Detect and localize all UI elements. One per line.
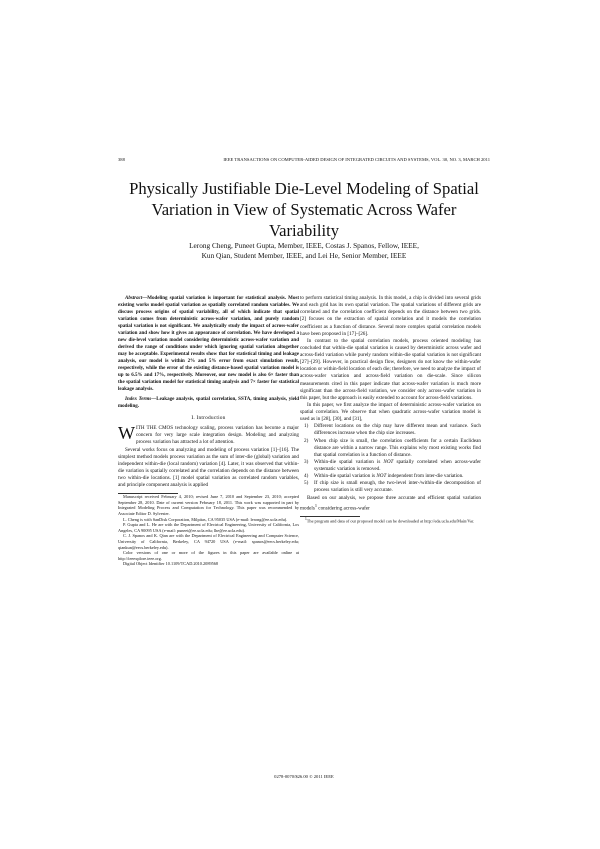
right-column [300, 295, 481, 524]
list-item: 2) When chip size is small, the correlation coefficients for a certain Euclidean distance are within a narrow range. This explains why most existing works find that spatial correlation is a function of distance. [304, 437, 481, 458]
footnote-color-versions: Color versions of one or more of the figures in this paper are available online at http://ieeexplore.ieee.org. [118, 550, 299, 561]
list-item: 1) Different locations on the chip may have different mean and variance. Such differences increase when the chip size increases. [304, 423, 481, 437]
author-list [118, 241, 490, 261]
footnote-program-url: The program and data of our proposed model can be downloaded at http://eda.ucla.edu/Main/Var. [306, 518, 475, 524]
page-number: 388 [118, 157, 125, 162]
abstract-text: —Modeling spatial variation is important for statistical analysis. Most existing works model spatial variation as spatially correlated random variables. We discuss process origins of spatial variability, all of which indicate that spatial variation comes from deterministic across-wafer variation, and purely random spatial variation is not significant. We analytically study the impact of across-wafer variation and show how it gives an appearance of correlation. We have developed a new die-level variation model considering deterministic across-wafer variation and derived the range of conditions under which ignoring spatial variation altogether may be acceptable. Experimental results show that for statistical timing and leakage analysis, our model is within 2% and 5% error from exact simulation result, respectively, while the error of the existing distance-based spatial variation model is up to 6.5% and 17%, respectively. Moreover, our new model is also 6× faster than the spatial variation model for statistical timing analysis and 7× faster for statistical leakage analysis. [118, 296, 299, 392]
footnote-affiliation-spanos-qian: C. J. Spanos and K. Qian are with the Department of Electrical Engineering and Computer Science, University of California, Berkeley, CA 94720 USA (e-mail: spanos@eecs.berkeley.edu; qiankun@eecs.berkeley.edu). [118, 533, 299, 550]
index-terms [118, 396, 299, 410]
section-heading-introduction: I. Introduction [191, 415, 226, 421]
right-paragraph-2: In contrast to the spatial correlation models, process oriented modeling has concluded that within-die spatial variation is caused by deterministic across wafer and across-field variation while purely random within-die spatial variation is not significant [27]–[29]. However, in practical design flow, designers do not know the within-wafer location or within-field location of each die; therefore, we need to analyze the impact of across-wafer variation and across-field variation on die-scale. Since silicon measurements cited in this paper indicate that across-wafer variation is much more significant than the across-field variation, we consider only across-wafer variation in this paper, but the approach is easily extended to account for across-field variations. [300, 337, 481, 401]
list-item: 3) Within-die spatial variation is NOT spatially correlated when across-wafer systematic variation is removed. [304, 458, 481, 472]
right-footnote [300, 517, 481, 524]
author-line-2: Kun Qian, Student Member, IEEE, and Lei He, Senior Member, IEEE [201, 250, 407, 260]
paper-title: Physically Justifiable Die-Level Modeling of Spatial Variation in View of Systematic Across Wafer Variability [129, 179, 479, 240]
drop-cap: W [118, 423, 135, 444]
intro-paragraph-1 [118, 425, 299, 446]
right-paragraph-4: Based on our analysis, we propose three accurate and efficient spatial variation models$^1$ considering across-wafer [300, 494, 481, 512]
index-terms-text: —Leakage analysis, spatial correlation, SSTA, timing analysis, yield modeling. [118, 397, 299, 409]
right-paragraph-1: to perform statistical timing analysis. In this model, a chip is divided into several grids and each grid has its own spatial variation. The spatial variations of different grids are correlated and the correlation coefficient depends on the distance between two grids. [2] focuses on the extraction of spatial correlation and it models the correlation coefficient as a function of distance. Several more complex spatial correlation models have been proposed in [17]–[26]. [300, 295, 481, 337]
findings-list [300, 423, 481, 494]
footnote-marker: 1 [314, 502, 317, 508]
intro-paragraph-1-text: ITH THE CMOS technology scaling, process variation has become a major concern for very large scale integration design. Modeling and analyzing process variation has attracted a lot of attention. [136, 425, 299, 446]
footnote-number: 1 [305, 517, 307, 522]
author-line-1: Lerong Cheng, Puneet Gupta, Member, IEEE, Costas J. Spanos, Fellow, IEEE, [189, 241, 419, 250]
left-column [118, 295, 299, 567]
copyright-line: 0278-0070/$26.00 © 2011 IEEE [274, 774, 334, 779]
left-footnotes [118, 494, 299, 567]
right-paragraph-3: In this paper, we first analyze the impact of deterministic across-wafer variation on spatial correlation. We observe that when quadratic across-wafer variation model is used as in [28], [30], and [31], [300, 401, 481, 423]
footnote-affiliation-gupta-he: P. Gupta and L. He are with the Department of Electrical Engineering, University of California, Los Angeles, CA 90095 USA (e-mail: puneet@ee.ucla.edu; lhe@ee.ucla.edu). [118, 522, 299, 533]
list-item: 5) If chip size is small enough, the two-level inter-/within-die decomposition of process variation is still very accurate. [304, 480, 481, 494]
footnote-doi: Digital Object Identifier 10.1109/TCAD.2010.2089568 [123, 561, 219, 567]
index-terms-label: Index Terms [125, 397, 152, 402]
footnote-manuscript: Manuscript received February 4, 2010; revised June 7, 2010 and September 23, 2010; accepted September 28, 2010. Date of current version February 18, 2011. This work was supported in part by Integrated Modeling Process and Computation for Technology. This paper was recommended by Associate Editor D. Sylvester. [118, 494, 299, 517]
journal-header: IEEE TRANSACTIONS ON COMPUTER-AIDED DESIGN OF INTEGRATED CIRCUITS AND SYSTEMS, VOL. 30, NO. 3, MARCH 2011 [223, 157, 490, 162]
abstract [118, 295, 299, 393]
footnote-affiliation-cheng: L. Cheng is with SanDisk Corporation, Milpitas, CA 95035 USA (e-mail: lerong@ee.ucla.edu). [123, 516, 288, 522]
abstract-label: Abstract [125, 296, 143, 301]
intro-paragraph-2: Several works focus on analyzing and modeling of process variation [1]–[16]. The simplest method models process variation as the sum of inter-die (global) variation and independent within-die (local random) variation [4]. Later, it was observed that within-die variation is spatially correlated and the correlation depends on the distance between two within-die locations. [1] model spatial variation as correlated random variables, and principle component analysis is applied [118, 446, 299, 489]
list-item: 4) Within-die spatial variation is NOT independent from inter-die variation. [304, 473, 464, 480]
